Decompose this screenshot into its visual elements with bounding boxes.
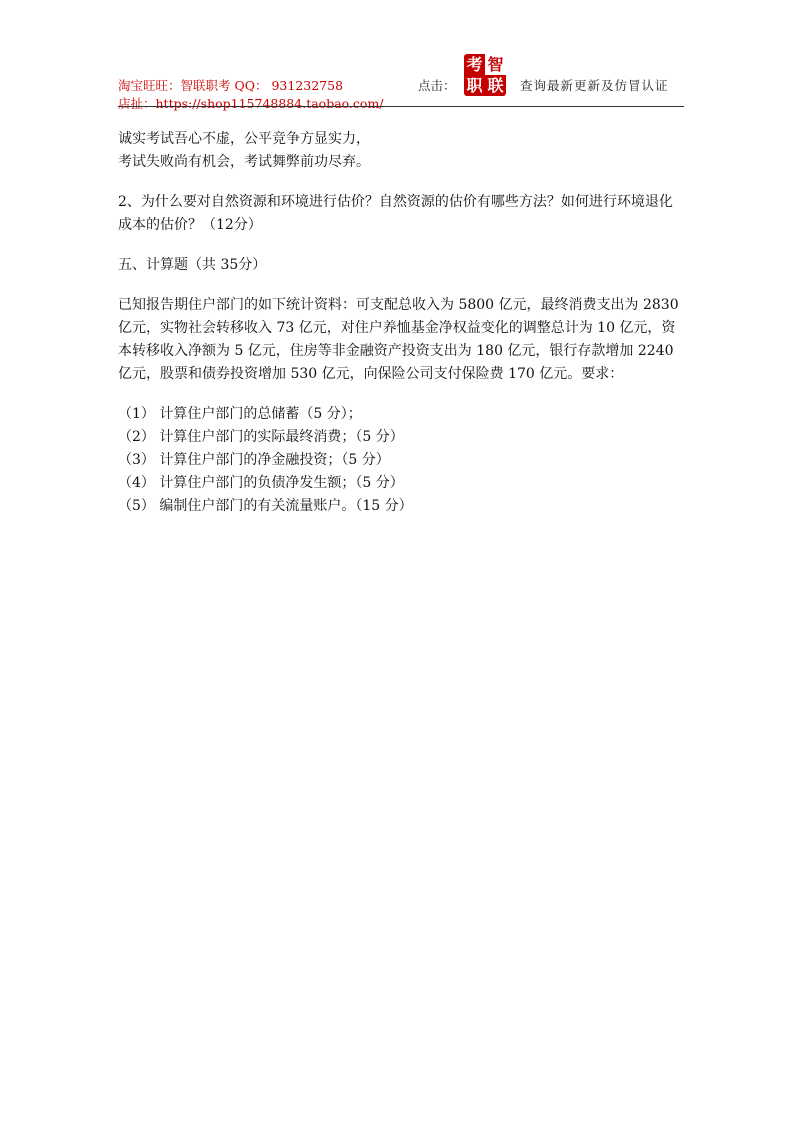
requirement-item-4: （4） 计算住户部门的负债净发生额；（5 分） xyxy=(118,475,404,491)
click-label: 点击： xyxy=(418,78,456,93)
page-header xyxy=(118,52,684,111)
shop-contact-line: 淘宝旺旺：智联职考 QQ： 931232758 xyxy=(118,78,344,93)
problem-text: 已知报告期住户部门的如下统计资料：可支配总收入为 5800 亿元，最终消费支出为 2830 亿元，实物社会转移收入 73 亿元，对住户养恤基金净权益变化的调整总计为 10 亿元，资本转移收入净额为 5 亿元，住房等非金融资产投资支出为 180 亿元，银行存款增加 2240 亿元，股票和债券投资增加 530 亿元，向保险公司支付保险费 170 亿元。要求： xyxy=(118,297,679,382)
query-verify-link[interactable]: 查询最新更新及仿冒认证 xyxy=(520,78,669,93)
requirement-item-3: （3） 计算住户部门的净金融投资；（5 分） xyxy=(118,452,390,468)
logo-char-zhi: 智 xyxy=(485,54,506,75)
logo-char-zhi2: 职 xyxy=(464,75,485,96)
logo-char-kao: 考 xyxy=(464,54,485,75)
document-body xyxy=(118,128,684,518)
requirement-item-5: （5） 编制住户部门的有关流量账户。（15 分） xyxy=(118,498,413,514)
logo-char-lian: 联 xyxy=(485,75,506,96)
section-5-title: 五、计算题（共 35分） xyxy=(118,257,267,273)
requirement-item-2: （2） 计算住户部门的实际最终消费；（5 分） xyxy=(118,429,404,445)
motto-line-1: 诚实考试吾心不虚，公平竞争方显实力， xyxy=(118,131,370,147)
requirement-item-1: （1） 计算住户部门的总储蓄（5 分）； xyxy=(118,406,362,422)
question-2: 2、为什么要对自然资源和环境进行估价？自然资源的估价有哪些方法？如何进行环境退化成本的估价？（12分） xyxy=(118,194,673,233)
shop-url-link[interactable]: 店扯：https://shop115748884.taobao.com/ xyxy=(118,96,384,111)
motto-line-2: 考试失败尚有机会，考试舞弊前功尽弃。 xyxy=(118,154,370,170)
zhilian-logo[interactable] xyxy=(464,54,506,96)
header-divider xyxy=(118,106,684,107)
